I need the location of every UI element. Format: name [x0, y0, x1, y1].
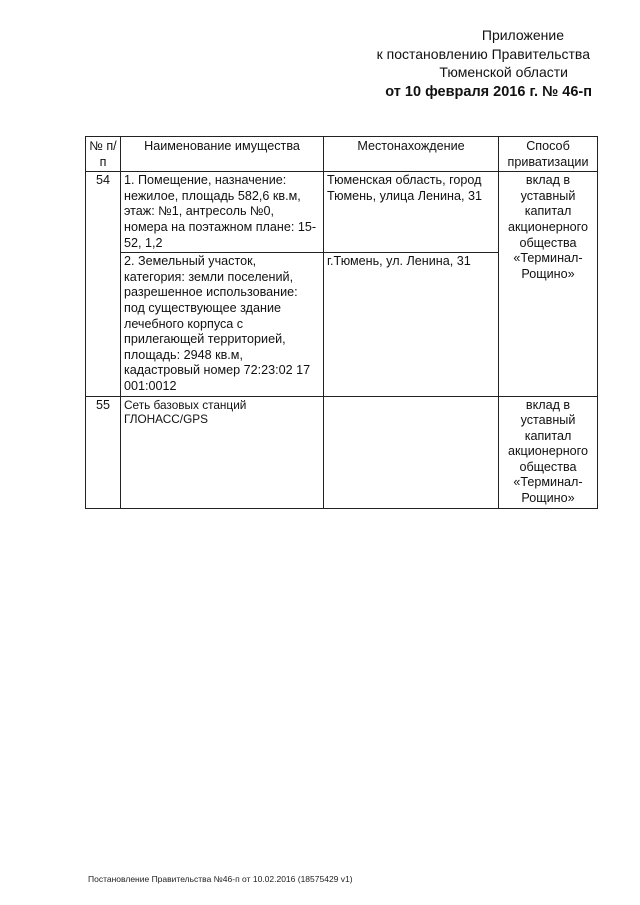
property-table: [85, 136, 598, 509]
property-name: Сеть базовых станций ГЛОНАСС/GPS: [121, 396, 324, 508]
table-header-row: [86, 137, 598, 172]
col-header-location: Местонахождение: [324, 137, 499, 172]
document-footer: Постановление Правительства №46-п от 10.02.2016 (18575429 v1): [88, 874, 353, 884]
col-header-name: Наименование имущества: [121, 137, 324, 172]
table-row: [86, 172, 598, 253]
property-name: 2. Земельный участок, категория: земли поселений, разрешенное использование: под существующее здание лечебного корпуса с прилегающей территорией, площадь: 2948 кв.м, кадастровый номер 72:23:02 17 001:0012: [121, 253, 324, 396]
resolution-date-number: от 10 февраля 2016 г. № 46-п: [385, 84, 592, 100]
privatization-method: вклад в уставный капитал акционерного общества «Терминал-Рощино»: [499, 172, 598, 396]
property-location: г.Тюмень, ул. Ленина, 31: [324, 253, 499, 396]
row-number: 55: [86, 396, 121, 508]
row-number: 54: [86, 172, 121, 396]
col-header-number: № п/п: [86, 137, 121, 172]
privatization-method: вклад в уставный капитал акционерного общества «Терминал-Рощино»: [499, 396, 598, 508]
property-location: Тюменская область, город Тюмень, улица Ленина, 31: [324, 172, 499, 253]
appendix-label: Приложение: [481, 27, 564, 43]
resolution-reference: к постановлению Правительства: [376, 46, 590, 62]
col-header-method: Способ приватизации: [499, 137, 598, 172]
table-row: [86, 396, 598, 508]
region-name: Тюменской области: [439, 64, 568, 80]
property-location: [324, 396, 499, 508]
property-name: 1. Помещение, назначение: нежилое, площадь 582,6 кв.м, этаж: №1, антресоль №0, номера на поэтажном плане: 15-52, 1,2: [121, 172, 324, 253]
